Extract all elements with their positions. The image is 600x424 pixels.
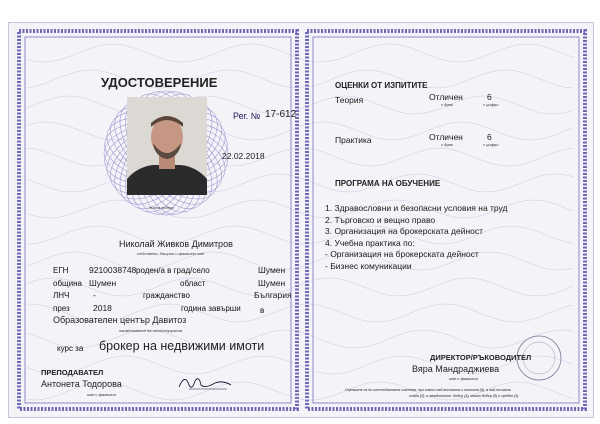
lnch-label: ЛНЧ	[53, 291, 70, 300]
director-name: Вяра Мандраджиева	[412, 364, 500, 374]
certificate-document	[8, 22, 594, 418]
egn-label: ЕГН	[53, 266, 69, 275]
program-title: ПРОГРАМА НА ОБУЧЕНИЕ	[335, 179, 441, 188]
grade-word: Отличен	[429, 132, 463, 142]
egn-value: 9210038748	[89, 265, 137, 275]
course-label: курс за	[57, 344, 84, 353]
region-value: Шумен	[258, 278, 286, 288]
region-label: област	[180, 279, 206, 288]
person-photo-icon	[127, 97, 207, 195]
holder-full-name: Николай Живков Димитров	[119, 239, 233, 249]
lecturer-signature-icon	[175, 371, 235, 393]
certificate-title: УДОСТОВЕРЕНИЕ	[101, 75, 218, 90]
year-label: през	[53, 304, 70, 313]
footnote-line-2: слаба (2), и междинните: добър (4), много добър (5) и среден (3)	[409, 394, 519, 398]
program-item: 4. Учебна практика по:	[325, 237, 415, 248]
lecturer-name: Антонета Тодорова	[41, 379, 122, 389]
completed-label: година завърши	[181, 304, 241, 313]
grade-word-caption: с думи	[441, 142, 454, 147]
citizenship-label: гражданство	[143, 291, 190, 300]
born-value: Шумен	[258, 265, 286, 275]
institution-name: Образователен център Давитоз	[53, 315, 187, 325]
photo-caption: лична подпис	[149, 205, 175, 210]
grades-title: ОЦЕНКИ ОТ ИЗПИТИТЕ	[335, 81, 428, 90]
program-item: 2. Търговско и вещно право	[325, 214, 436, 225]
grade-word: Отличен	[429, 92, 463, 102]
course-name: брокер на недвижими имоти	[99, 339, 265, 353]
name-caption: собствено, бащино и фамилно име	[137, 251, 205, 256]
citizenship-value: България	[254, 290, 292, 300]
program-item: - Бизнес комуникации	[325, 261, 412, 271]
director-caption: име и фамилия	[449, 376, 478, 381]
in-label: в	[260, 306, 265, 315]
grade-subject: Теория	[335, 95, 364, 105]
grade-word-caption: с думи	[441, 102, 454, 107]
program-item: 3. Организация на брокерската дейност	[325, 226, 484, 237]
program-item: - Организация на брокерската дейност	[325, 249, 479, 260]
grade-number: 6	[487, 132, 492, 142]
grade-number: 6	[487, 92, 492, 102]
born-label: роден/а в град/село	[136, 266, 210, 275]
reg-number: 17-612	[265, 109, 297, 120]
year-value: 2018	[93, 303, 112, 313]
grade-subject: Практика	[335, 135, 372, 145]
holder-photo	[127, 97, 207, 195]
lnch-value: -	[93, 290, 96, 300]
grade-number-caption: с цифри	[483, 142, 499, 147]
reg-label: Рег. №	[233, 111, 261, 121]
director-title: ДИРЕКТОР/РЪКОВОДИТЕЛ	[430, 353, 532, 362]
lecturer-caption: име и фамилия	[87, 392, 116, 397]
institution-caption: наименование на институцията	[119, 328, 182, 333]
footnote-line-1: Оценките са по шестобалната система, при която най-високата и отлична (6), а най-ниската	[345, 388, 511, 392]
program-item: 1. Здравословни и безопасни условия на труд	[325, 203, 508, 213]
lecturer-title: ПРЕПОДАВАТЕЛ	[41, 368, 104, 377]
issue-date: 22.02.2018	[222, 151, 265, 161]
municipality-value: Шумен	[89, 278, 117, 288]
grade-number-caption: с цифри	[483, 102, 499, 107]
municipality-label: община	[53, 279, 82, 288]
